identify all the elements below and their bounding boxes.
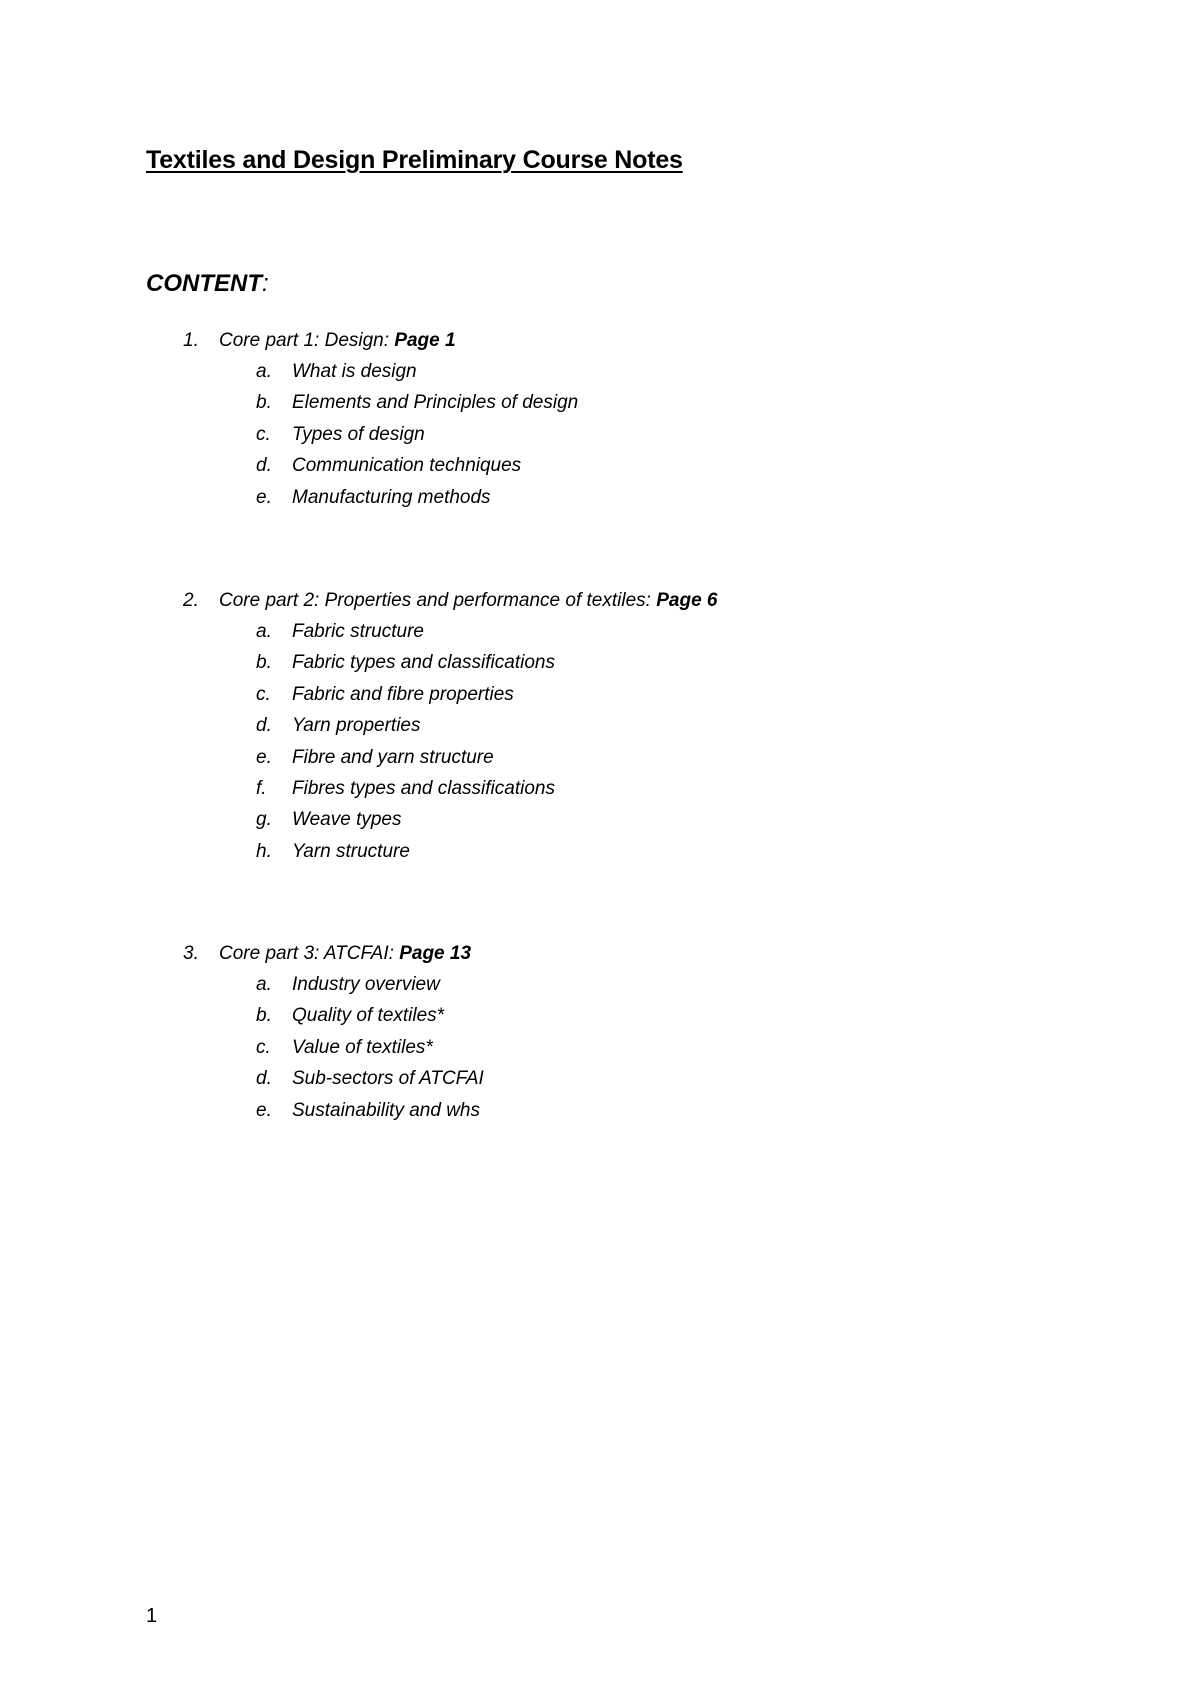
list-item [0, 836, 1200, 867]
section-number: 2. [183, 590, 199, 611]
list-item-text: Fabric and fibre properties [292, 683, 514, 705]
list-item [0, 804, 1200, 835]
list-item-text: Manufacturing methods [292, 486, 491, 508]
list-item-letter: e. [256, 1099, 272, 1121]
list-item [0, 969, 1200, 1000]
section-number: 3. [183, 943, 199, 964]
list-item-letter: f. [256, 777, 267, 799]
list-item-letter: h. [256, 840, 272, 862]
list-item-text: Fibre and yarn structure [292, 746, 494, 768]
list-item-letter: d. [256, 455, 272, 477]
list-item [0, 616, 1200, 647]
list-item [0, 1063, 1200, 1094]
list-item [0, 1000, 1200, 1031]
section-page-ref: Page 6 [656, 590, 718, 611]
list-item [0, 356, 1200, 387]
section-title [219, 938, 471, 969]
list-item-text: Quality of textiles* [292, 1005, 445, 1027]
section-heading [0, 325, 1200, 356]
section-1 [0, 325, 1200, 513]
list-item-text: Yarn properties [292, 715, 421, 737]
list-item [0, 679, 1200, 710]
list-item-text: Sub-sectors of ATCFAI [292, 1068, 484, 1090]
list-item [0, 647, 1200, 678]
content-heading-text: CONTENT [146, 270, 262, 297]
list-item-letter: a. [256, 974, 272, 995]
list-item-text: Weave types [292, 809, 402, 831]
list-item-letter: c. [256, 683, 271, 705]
list-item-letter: c. [256, 423, 271, 445]
section-3 [0, 938, 1200, 1126]
list-item-text: Fabric structure [292, 621, 424, 642]
list-item-text: Types of design [292, 423, 425, 445]
list-item [0, 387, 1200, 418]
list-item-text: Value of textiles* [292, 1036, 433, 1058]
list-item [0, 773, 1200, 804]
section-title-text: Core part 3: ATCFAI: [219, 943, 394, 964]
section-heading [0, 938, 1200, 969]
content-heading [146, 270, 269, 298]
list-item-letter: b. [256, 652, 272, 674]
section-heading [0, 585, 1200, 616]
list-item-letter: a. [256, 361, 272, 382]
document-title: Textiles and Design Preliminary Course Notes [146, 146, 683, 174]
list-item-text: What is design [292, 361, 417, 382]
list-item-text: Fabric types and classifications [292, 652, 555, 674]
section-title [219, 325, 456, 356]
list-item-letter: c. [256, 1036, 271, 1058]
section-number: 1. [183, 330, 199, 351]
section-page-ref: Page 1 [394, 330, 456, 351]
content-heading-colon: : [262, 270, 269, 297]
list-item [0, 710, 1200, 741]
list-item-letter: a. [256, 621, 272, 642]
list-item-letter: b. [256, 1005, 272, 1027]
section-2 [0, 585, 1200, 867]
list-item-letter: b. [256, 392, 272, 414]
list-item-letter: d. [256, 1068, 272, 1090]
list-item-text: Sustainability and whs [292, 1099, 480, 1121]
list-item-text: Industry overview [292, 974, 440, 995]
page-number: 1 [146, 1605, 158, 1627]
list-item [0, 450, 1200, 481]
list-item-letter: e. [256, 746, 272, 768]
section-title-text: Core part 1: Design: [219, 330, 390, 351]
list-item-letter: d. [256, 715, 272, 737]
list-item-letter: g. [256, 809, 272, 831]
section-title-text: Core part 2: Properties and performance of textiles: [219, 590, 651, 611]
list-item [0, 742, 1200, 773]
list-item-text: Communication techniques [292, 455, 522, 477]
section-title [219, 585, 717, 616]
list-item [0, 1032, 1200, 1063]
list-item [0, 1095, 1200, 1126]
list-item [0, 482, 1200, 513]
list-item [0, 419, 1200, 450]
list-item-text: Fibres types and classifications [292, 777, 555, 799]
list-item-letter: e. [256, 486, 272, 508]
list-item-text: Elements and Principles of design [292, 392, 579, 414]
list-item-text: Yarn structure [292, 840, 410, 862]
section-page-ref: Page 13 [399, 943, 472, 964]
